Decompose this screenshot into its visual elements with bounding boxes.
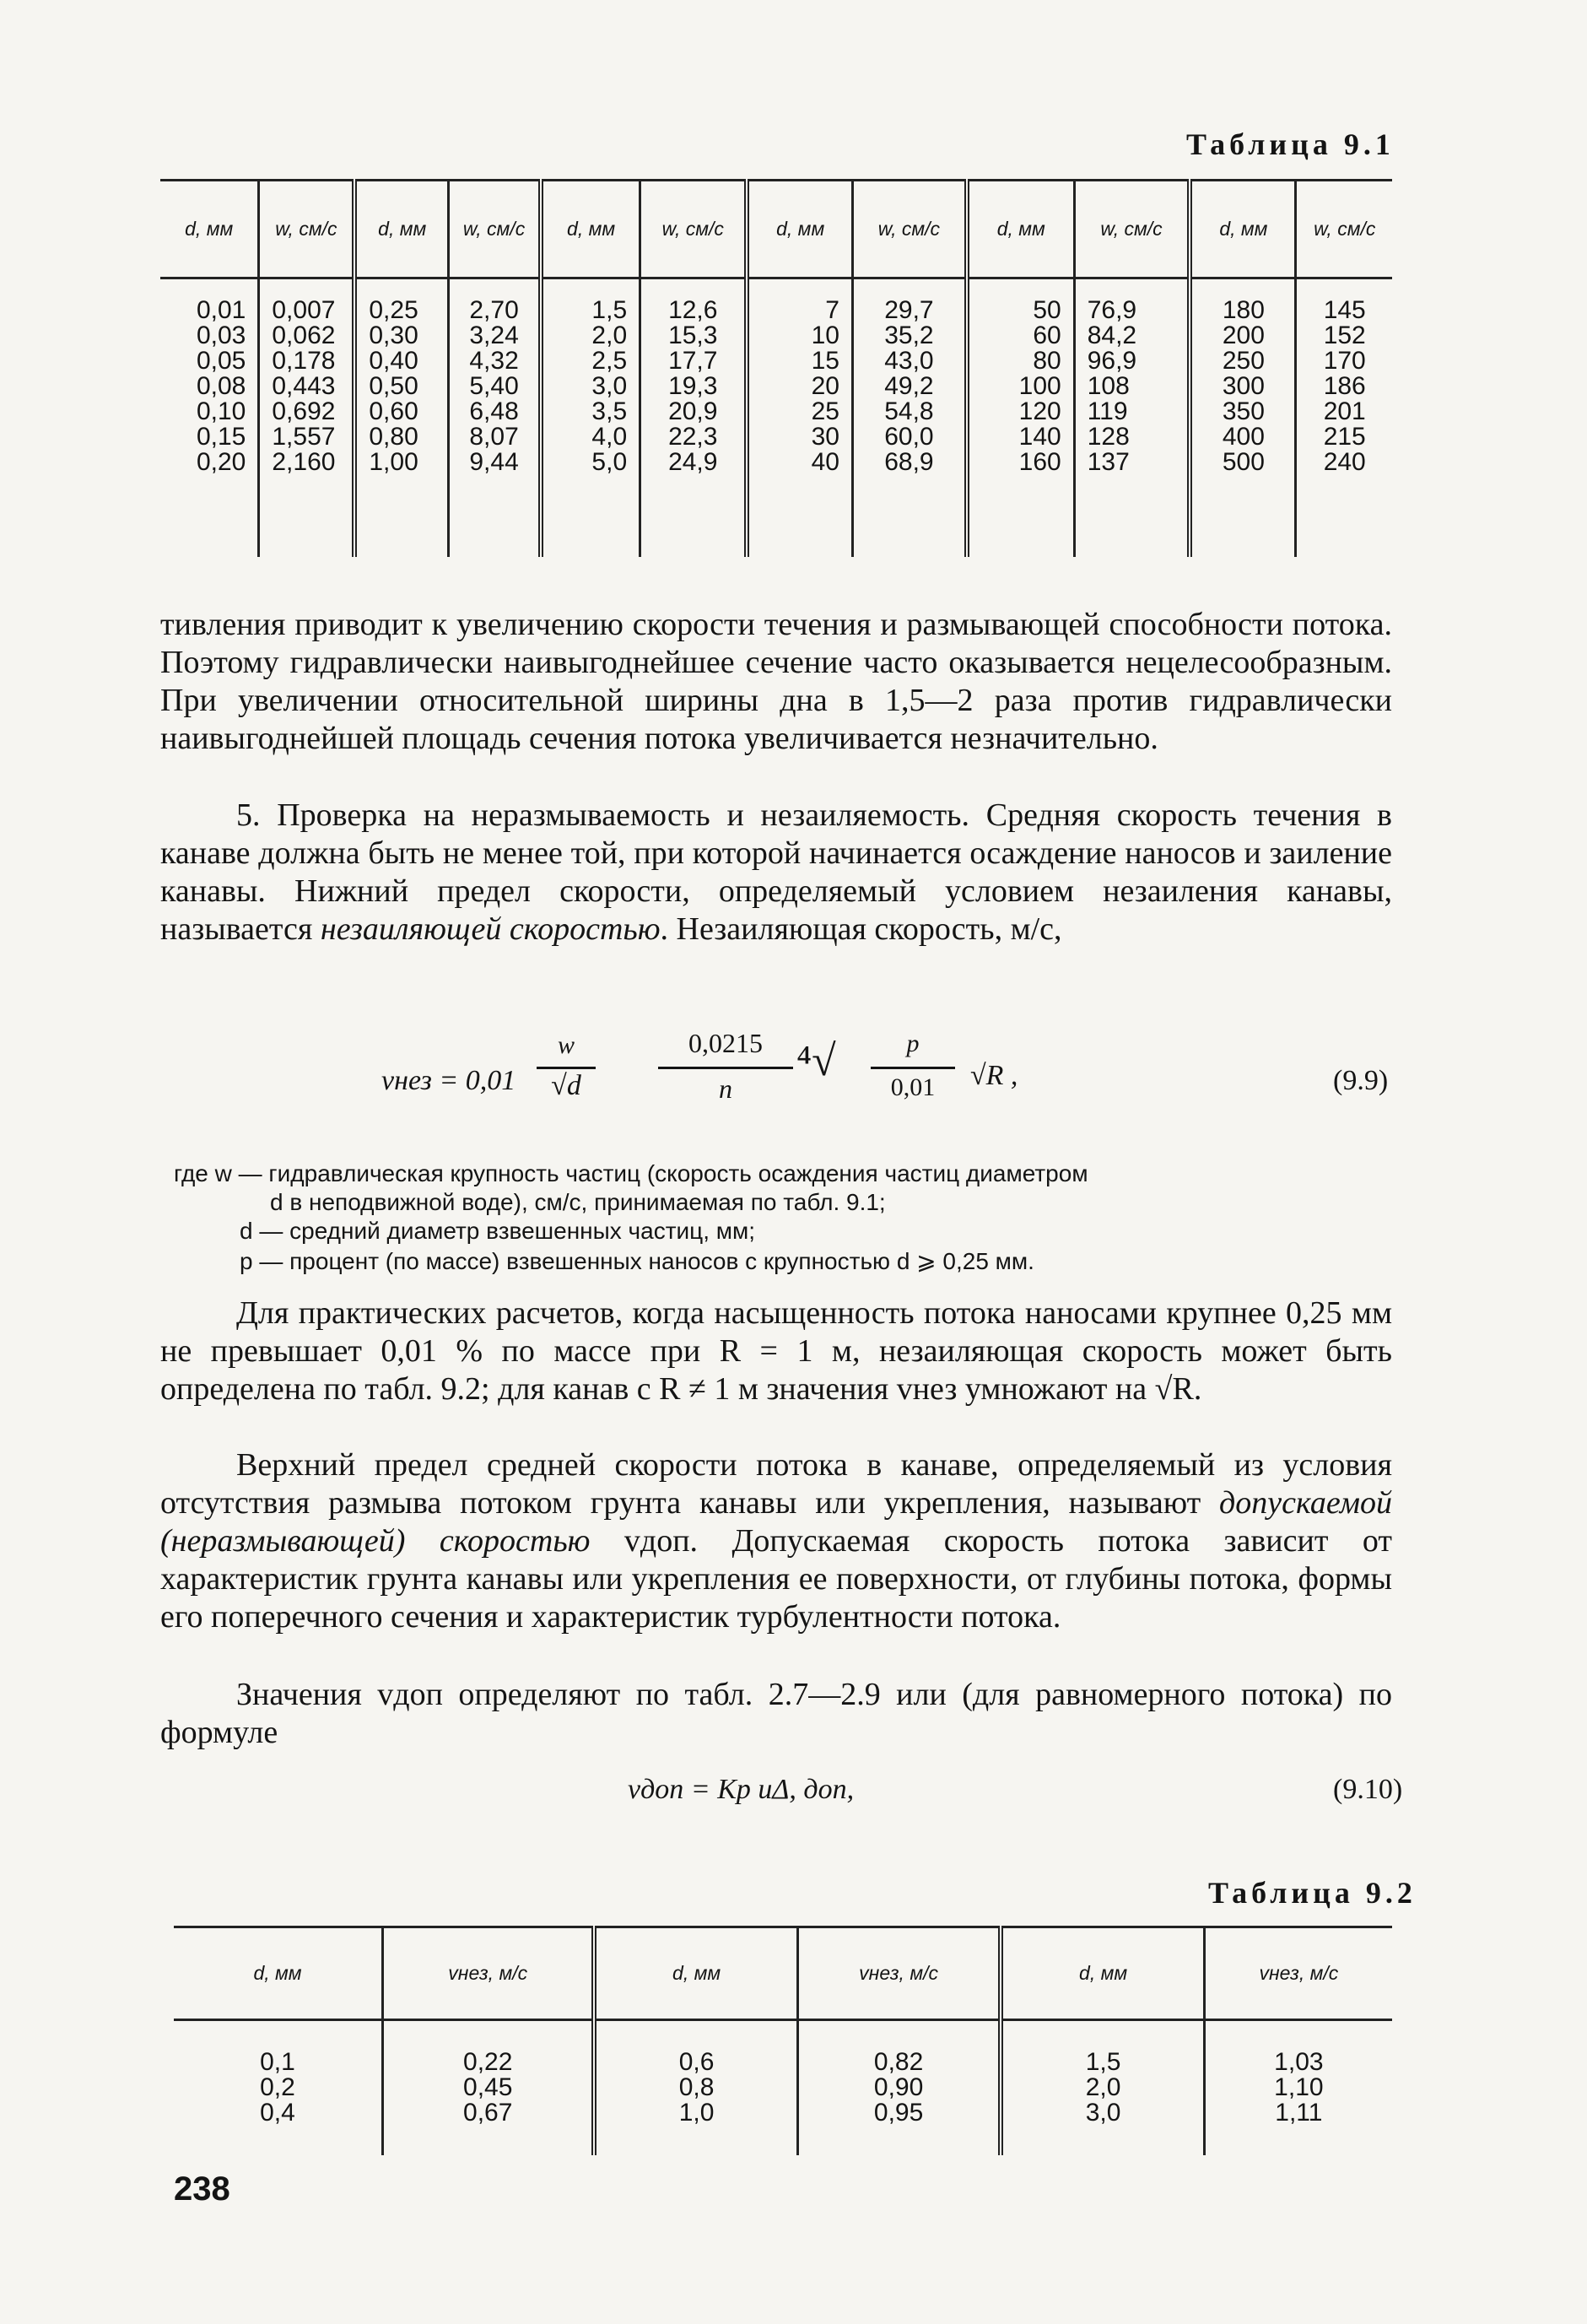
table-9-2-caption: Таблица 9.2 (1208, 1876, 1417, 1910)
fraction-bar (871, 1067, 955, 1069)
note-d: d — средний диаметр взвешенных частиц, мм; (240, 1218, 756, 1244)
d-column-4: 7 10 15 20 25 30 40 (747, 278, 852, 557)
page-number: 238 (174, 2170, 230, 2208)
formula-9-10: vдоп = Kр uΔ, доп, (628, 1774, 855, 1805)
header-d: d, мм (747, 181, 852, 278)
header-d: d, мм (1001, 1927, 1204, 2020)
header-w: w, см/с (1074, 181, 1190, 278)
w-column-4: 29,7 35,2 43,0 49,2 54,8 60,0 68,9 (852, 278, 966, 557)
header-d: d, мм (174, 1927, 382, 2020)
table-9-1 (160, 179, 1392, 557)
d-column-1: 0,01 0,03 0,05 0,08 0,10 0,15 0,20 (196, 296, 246, 476)
header-w: w, см/с (1296, 181, 1392, 278)
header-w: w, см/с (852, 181, 966, 278)
v-column-3: 1,03 1,10 1,11 (1204, 2020, 1392, 2155)
header-w: w, см/с (449, 181, 541, 278)
paragraph-4-text-a: Верхний предел средней скорости потока в канаве, определяемый из условия отсутствия размыва потоком грунта канавы или укрепления, называют (160, 1447, 1392, 1521)
d-column-3: 1,5 2,0 3,0 (1001, 2020, 1204, 2155)
paragraph-4-text-b: vдоп. Допускаемая скорость потока зависит от характеристик грунта канавы или укрепления ее поверхности, от глубины потока, формы его поперечного сечения и характеристик турбулентности потока. (160, 1523, 1392, 1635)
note-p: p — процент (по массе) взвешенных наносов с крупностью d ⩾ 0,25 мм. (240, 1248, 1034, 1274)
header-v: vнез, м/с (1204, 1927, 1392, 2020)
paragraph-5: Значения vдоп определяют по табл. 2.7—2.9 или (для равномерного потока) по формуле (160, 1677, 1392, 1750)
equation-number-9-10: (9.10) (1333, 1774, 1403, 1805)
header-v: vнез, м/с (382, 1927, 594, 2020)
w-column-1: 0,007 0,062 0,178 0,443 0,692 1,557 2,160 (259, 278, 355, 557)
table-row (174, 2020, 1392, 2155)
paragraph-1: тивления приводит к увеличению скорости течения и размывающей способности потока. Поэтому гидравлически наивыгоднейшее сечение часто оказывается нецелесообразным. При увеличении относительной ширины дна в 1,5—2 раза против гидравлически наивыгоднейшей площадь сечения потока увеличивается незначительно. (160, 607, 1392, 756)
formula-9-9-sqrt-r: √R , (970, 1060, 1018, 1091)
d-column-6: 180 200 250 300 350 400 500 (1190, 278, 1296, 557)
header-d: d, мм (594, 1927, 797, 2020)
header-w: w, см/с (259, 181, 355, 278)
formula-9-9-denominator-n: n (719, 1073, 732, 1104)
fraction-bar (658, 1067, 793, 1069)
d-column-2: 0,25 0,30 0,40 0,50 0,60 0,80 1,00 (354, 278, 448, 557)
formula-9-9-denominator-sqrt-d: √d (551, 1070, 581, 1101)
paragraph-2 (160, 797, 1392, 949)
header-d: d, мм (160, 181, 259, 278)
paragraph-4-emphasis: допускаемой (неразмывающей) скоростью (160, 1485, 1392, 1559)
formula-9-9-numerator-coef: 0,0215 (688, 1028, 763, 1058)
fourth-root-sign: ⁴√ (796, 1037, 836, 1085)
table-row (160, 278, 1392, 557)
d-column-5: 50 60 80 100 120 140 160 (967, 278, 1074, 557)
table-9-1-caption: Таблица 9.1 (1186, 127, 1395, 161)
v-column-1: 0,22 0,45 0,67 (382, 2020, 594, 2155)
table-9-2 (174, 1926, 1392, 2155)
paragraph-2-text-a: 5. Проверка на неразмываемость и незаиляемость. Средняя скорость течения в канаве должна быть не менее той, при которой начинается осаждение наносов и заиление канавы. Нижний предел скорости, определяемый условием незаиления канавы, называется (160, 797, 1392, 947)
fraction-bar (537, 1067, 596, 1069)
header-v: vнез, м/с (797, 1927, 1001, 2020)
note-w: где w — гидравлическая крупность частиц (скорость осаждения частиц диаметром (174, 1160, 1088, 1186)
paragraph-2-text-b: . Незаиляющая скорость, м/с, (660, 911, 1062, 947)
formula-9-9-numerator-p: p (906, 1030, 920, 1057)
table-header-row (160, 181, 1392, 278)
table-header-row (174, 1927, 1392, 2020)
d-column-3: 1,5 2,0 2,5 3,0 3,5 4,0 5,0 (541, 278, 640, 557)
paragraph-4 (160, 1446, 1392, 1636)
formula-9-9-numerator-w: w (557, 1031, 575, 1059)
formula-9-9-lhs: vнез = 0,01 (381, 1065, 516, 1096)
d-column-2: 0,6 0,8 1,0 (594, 2020, 797, 2155)
header-d: d, мм (541, 181, 640, 278)
header-w: w, см/с (640, 181, 748, 278)
w-column-3: 12,6 15,3 17,7 19,3 20,9 22,3 24,9 (640, 278, 748, 557)
v-column-2: 0,82 0,90 0,95 (797, 2020, 1001, 2155)
w-column-5: 76,9 84,2 96,9 108 119 128 137 (1074, 278, 1190, 557)
equation-number-9-9: (9.9) (1333, 1065, 1389, 1096)
w-column-6: 145 152 170 186 201 215 240 (1296, 278, 1392, 557)
paragraph-2-emphasis: незаиляющей скоростью (320, 911, 661, 947)
w-column-2: 2,70 3,24 4,32 5,40 6,48 8,07 9,44 (449, 278, 541, 557)
header-d: d, мм (354, 181, 448, 278)
d-column-1: 0,1 0,2 0,4 (260, 2048, 295, 2127)
header-d: d, мм (1190, 181, 1296, 278)
note-w-continued: d в неподвижной воде), см/с, принимаемая по табл. 9.1; (270, 1189, 886, 1215)
header-d: d, мм (967, 181, 1074, 278)
paragraph-3: Для практических расчетов, когда насыщенность потока наносами крупнее 0,25 мм не превышает 0,01 % по массе при R = 1 м, незаиляющая скорость может быть определена по табл. 9.2; для канав с R ≠ 1 м значения vнез умножают на √R. (160, 1295, 1392, 1407)
formula-9-9-denominator-001: 0,01 (890, 1073, 936, 1101)
